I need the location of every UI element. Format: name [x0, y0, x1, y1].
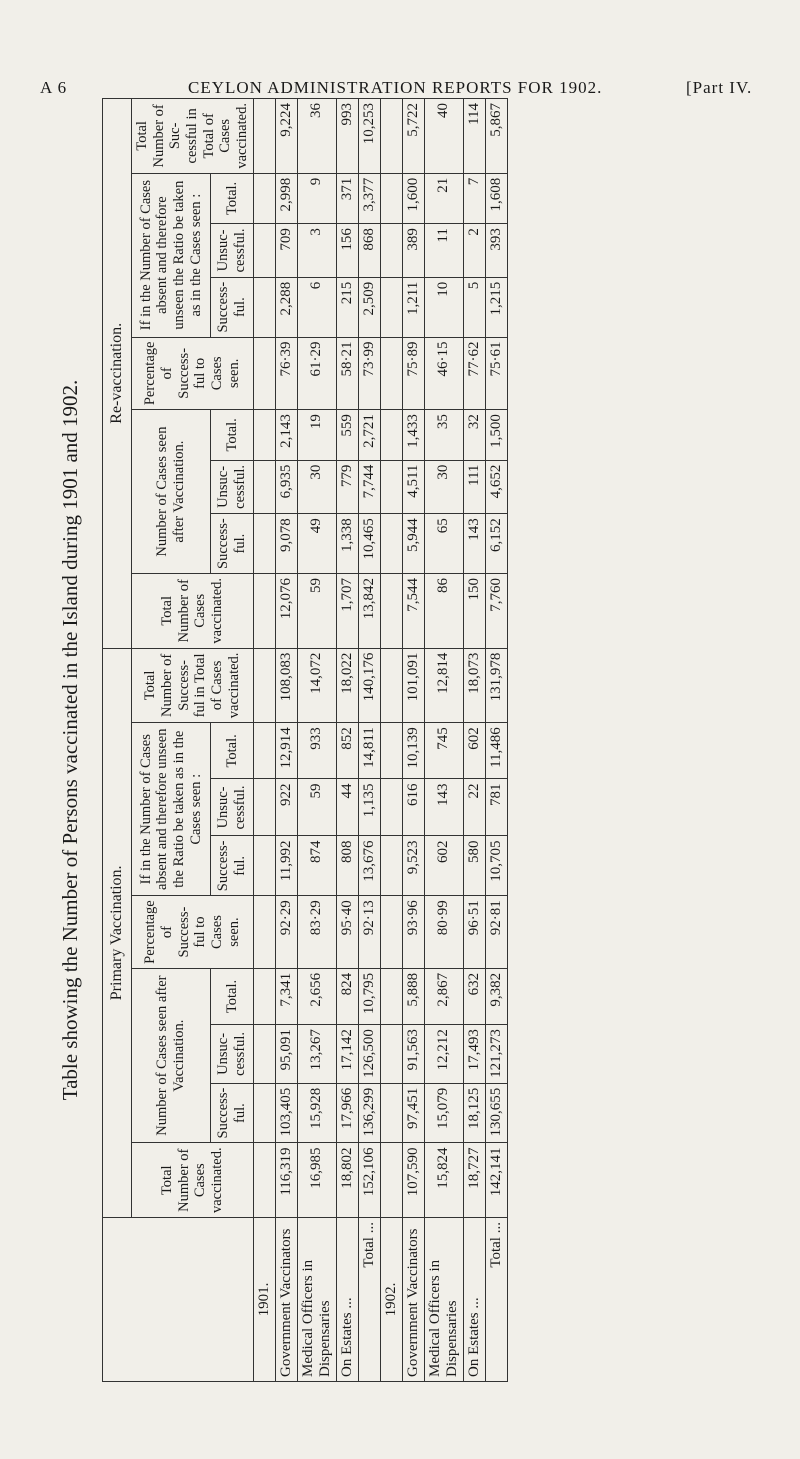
- col-if-unseen: If in the Number of Cases absent and therefore unseen the Ratio be taken as in the Cases seen :: [132, 723, 211, 896]
- empty-cell: [380, 968, 402, 1024]
- empty-cell: [253, 648, 275, 723]
- primary-cell: 136,299: [358, 1083, 380, 1143]
- primary-cell: 18,073: [463, 648, 485, 723]
- part-label: [Part IV.: [686, 78, 753, 97]
- empty-cell: [380, 573, 402, 648]
- primary-cell: 18,022: [336, 648, 358, 723]
- table-row: [402, 99, 424, 1382]
- revacc-cell: 13,842: [358, 573, 380, 648]
- revacc-cell: 77·62: [463, 337, 485, 410]
- col-total: Total.: [211, 173, 253, 223]
- revacc-cell: 32: [463, 410, 485, 460]
- primary-cell: 13,267: [297, 1025, 336, 1084]
- revacc-cell: 868: [358, 224, 380, 278]
- primary-cell: 18,802: [336, 1143, 358, 1218]
- revacc-cell: 30: [424, 460, 463, 514]
- primary-cell: 602: [424, 836, 463, 896]
- primary-cell: 103,405: [275, 1083, 297, 1143]
- primary-cell: 91,563: [402, 1025, 424, 1084]
- corner-cell: [103, 1218, 254, 1382]
- primary-cell: 745: [424, 723, 463, 779]
- revacc-cell: 49: [297, 514, 336, 574]
- primary-cell: 131,978: [485, 648, 507, 723]
- primary-cell: 92·81: [485, 896, 507, 969]
- empty-cell: [380, 337, 402, 410]
- row-label: Medical Officers in Dispensaries: [424, 1218, 463, 1382]
- revacc-cell: 4,652: [485, 460, 507, 514]
- revacc-cell: 7,544: [402, 573, 424, 648]
- revacc-cell: 1,338: [336, 514, 358, 574]
- primary-cell: 116,319: [275, 1143, 297, 1218]
- empty-cell: [253, 1083, 275, 1143]
- revacc-cell: 2,509: [358, 277, 380, 337]
- row-label: Medical Officers in Dispensaries: [297, 1218, 336, 1382]
- col-total: Total.: [211, 968, 253, 1024]
- vaccination-table: [102, 98, 508, 1382]
- primary-cell: 18,727: [463, 1143, 485, 1218]
- revacc-cell: 61·29: [297, 337, 336, 410]
- empty-cell: [380, 779, 402, 836]
- primary-cell: 97,451: [402, 1083, 424, 1143]
- empty-cell: [380, 173, 402, 223]
- col-total: Total.: [211, 723, 253, 779]
- empty-cell: [253, 968, 275, 1024]
- revacc-cell: 2,143: [275, 410, 297, 460]
- primary-cell: 101,091: [402, 648, 424, 723]
- primary-cell: 10,139: [402, 723, 424, 779]
- primary-cell: 1,135: [358, 779, 380, 836]
- primary-cell: 616: [402, 779, 424, 836]
- primary-cell: 12,212: [424, 1025, 463, 1084]
- empty-cell: [253, 1143, 275, 1218]
- primary-cell: 17,493: [463, 1025, 485, 1084]
- revacc-cell: 1,707: [336, 573, 358, 648]
- revacc-cell: 111: [463, 460, 485, 514]
- empty-cell: [253, 224, 275, 278]
- col-total-vaccinated: Total Number of Cases vaccinated.: [132, 1143, 254, 1218]
- primary-cell: 22: [463, 779, 485, 836]
- empty-cell: [253, 573, 275, 648]
- primary-cell: 12,914: [275, 723, 297, 779]
- primary-cell: 852: [336, 723, 358, 779]
- col-total-vaccinated: Total Number of Cases vaccinated.: [132, 573, 254, 648]
- col-total-successful: Total Number of Success-ful in Total of Cases vaccinated.: [132, 648, 254, 723]
- primary-cell: 10,795: [358, 968, 380, 1024]
- revacc-cell: 1,211: [402, 277, 424, 337]
- primary-cell: 59: [297, 779, 336, 836]
- revacc-cell: 2: [463, 224, 485, 278]
- row-label: On Estates ...: [336, 1218, 358, 1382]
- col-total-successful: Total Number of Suc-cessful in Total of Cases vaccinated.: [132, 99, 254, 174]
- primary-cell: 781: [485, 779, 507, 836]
- primary-cell: 17,966: [336, 1083, 358, 1143]
- primary-cell: 15,079: [424, 1083, 463, 1143]
- page-reference: A 6: [40, 78, 68, 97]
- rotated-table-block: [50, 78, 753, 1400]
- row-label: Government Vaccinators: [402, 1218, 424, 1382]
- empty-cell: [380, 836, 402, 896]
- revacc-cell: 35: [424, 410, 463, 460]
- empty-cell: [253, 896, 275, 969]
- revacc-cell: 5,944: [402, 514, 424, 574]
- revacc-cell: 9: [297, 173, 336, 223]
- table-row: [463, 99, 485, 1382]
- revacc-cell: 46·15: [424, 337, 463, 410]
- revacc-cell: 1,215: [485, 277, 507, 337]
- primary-cell: 142,141: [485, 1143, 507, 1218]
- col-successful: Success-ful.: [211, 1083, 253, 1143]
- primary-cell: 152,106: [358, 1143, 380, 1218]
- revacc-cell: 19: [297, 410, 336, 460]
- revacc-cell: 2,721: [358, 410, 380, 460]
- revacc-cell: 75·61: [485, 337, 507, 410]
- empty-cell: [253, 460, 275, 514]
- table-row: [275, 99, 297, 1382]
- table-row: [424, 99, 463, 1382]
- primary-cell: 874: [297, 836, 336, 896]
- primary-cell: 95,091: [275, 1025, 297, 1084]
- empty-cell: [380, 277, 402, 337]
- primary-cell: 17,142: [336, 1025, 358, 1084]
- empty-cell: [253, 410, 275, 460]
- year-row: [380, 99, 402, 1382]
- revacc-cell: 371: [336, 173, 358, 223]
- primary-cell: 16,985: [297, 1143, 336, 1218]
- table-body: [253, 99, 507, 1382]
- col-if-unseen: If in the Number of Cases absent and therefore unseen the Ratio be taken as in the Cases seen :: [132, 173, 211, 337]
- empty-cell: [253, 99, 275, 174]
- revacc-cell: 5,867: [485, 99, 507, 174]
- col-unsuccessful: Unsuc-cessful.: [211, 1025, 253, 1084]
- revacc-cell: 7: [463, 173, 485, 223]
- table-row: [336, 99, 358, 1382]
- empty-cell: [253, 337, 275, 410]
- col-number-seen: Number of Cases seen after Vaccination.: [132, 968, 211, 1143]
- revacc-cell: 2,998: [275, 173, 297, 223]
- empty-cell: [253, 1025, 275, 1084]
- year-label: 1902.: [380, 1218, 402, 1382]
- empty-cell: [380, 723, 402, 779]
- revacc-cell: 1,600: [402, 173, 424, 223]
- primary-cell: 9,523: [402, 836, 424, 896]
- empty-cell: [253, 514, 275, 574]
- revacc-cell: 6,935: [275, 460, 297, 514]
- empty-cell: [380, 99, 402, 174]
- primary-cell: 2,867: [424, 968, 463, 1024]
- primary-cell: 18,125: [463, 1083, 485, 1143]
- revacc-cell: 993: [336, 99, 358, 174]
- revacc-cell: 58·21: [336, 337, 358, 410]
- primary-cell: 130,655: [485, 1083, 507, 1143]
- revaccination-section-header: Re-vaccination.: [103, 99, 132, 649]
- revacc-cell: 2,288: [275, 277, 297, 337]
- primary-cell: 5,888: [402, 968, 424, 1024]
- revacc-cell: 76·39: [275, 337, 297, 410]
- revacc-cell: 5: [463, 277, 485, 337]
- row-label: Total ...: [358, 1218, 380, 1382]
- primary-cell: 121,273: [485, 1025, 507, 1084]
- revacc-cell: 6: [297, 277, 336, 337]
- col-percentage: Percentage of Success-ful to Cases seen.: [132, 337, 254, 410]
- primary-cell: 44: [336, 779, 358, 836]
- empty-cell: [380, 460, 402, 514]
- col-unsuccessful: Unsuc-cessful.: [211, 779, 253, 836]
- revacc-cell: 5,722: [402, 99, 424, 174]
- revacc-cell: 4,511: [402, 460, 424, 514]
- primary-cell: 632: [463, 968, 485, 1024]
- primary-cell: 933: [297, 723, 336, 779]
- revacc-cell: 30: [297, 460, 336, 514]
- col-number-seen: Number of Cases seen after Vaccination.: [132, 410, 211, 574]
- empty-cell: [253, 277, 275, 337]
- revacc-cell: 7,744: [358, 460, 380, 514]
- primary-cell: 108,083: [275, 648, 297, 723]
- empty-cell: [253, 723, 275, 779]
- revacc-cell: 7,760: [485, 573, 507, 648]
- primary-section-header: Primary Vaccination.: [103, 648, 132, 1217]
- empty-cell: [253, 173, 275, 223]
- primary-cell: 15,824: [424, 1143, 463, 1218]
- revacc-cell: 156: [336, 224, 358, 278]
- col-unsuccessful: Unsuc-cessful.: [211, 224, 253, 278]
- revacc-cell: 10,465: [358, 514, 380, 574]
- revacc-cell: 709: [275, 224, 297, 278]
- empty-cell: [380, 514, 402, 574]
- primary-cell: 580: [463, 836, 485, 896]
- primary-cell: 922: [275, 779, 297, 836]
- primary-cell: 92·13: [358, 896, 380, 969]
- running-title: CEYLON ADMINISTRATION REPORTS FOR 1902.: [188, 78, 603, 97]
- revacc-cell: 1,608: [485, 173, 507, 223]
- revacc-cell: 9,078: [275, 514, 297, 574]
- year-label: 1901.: [253, 1218, 275, 1382]
- table-row: [297, 99, 336, 1382]
- revacc-cell: 6,152: [485, 514, 507, 574]
- empty-cell: [380, 410, 402, 460]
- revacc-cell: 779: [336, 460, 358, 514]
- row-label: Total ...: [485, 1218, 507, 1382]
- revacc-cell: 1,433: [402, 410, 424, 460]
- primary-cell: 83·29: [297, 896, 336, 969]
- primary-cell: 11,992: [275, 836, 297, 896]
- primary-cell: 93·96: [402, 896, 424, 969]
- primary-cell: 15,928: [297, 1083, 336, 1143]
- revacc-cell: 143: [463, 514, 485, 574]
- revacc-cell: 1,500: [485, 410, 507, 460]
- revacc-cell: 21: [424, 173, 463, 223]
- row-label: Government Vaccinators: [275, 1218, 297, 1382]
- revacc-cell: 86: [424, 573, 463, 648]
- primary-cell: 2,656: [297, 968, 336, 1024]
- col-successful: Success-ful.: [211, 514, 253, 574]
- primary-cell: 107,590: [402, 1143, 424, 1218]
- primary-cell: 140,176: [358, 648, 380, 723]
- revacc-cell: 10: [424, 277, 463, 337]
- empty-cell: [253, 836, 275, 896]
- col-successful: Success-ful.: [211, 836, 253, 896]
- primary-cell: 12,814: [424, 648, 463, 723]
- primary-cell: 95·40: [336, 896, 358, 969]
- col-total: Total.: [211, 410, 253, 460]
- revacc-cell: 393: [485, 224, 507, 278]
- primary-cell: 96·51: [463, 896, 485, 969]
- empty-cell: [380, 1025, 402, 1084]
- revacc-cell: 65: [424, 514, 463, 574]
- revacc-cell: 3: [297, 224, 336, 278]
- primary-cell: 13,676: [358, 836, 380, 896]
- revacc-cell: 73·99: [358, 337, 380, 410]
- revacc-cell: 9,224: [275, 99, 297, 174]
- col-percentage: Percentage of Success-ful to Cases seen.: [132, 896, 254, 969]
- primary-cell: 602: [463, 723, 485, 779]
- revacc-cell: 150: [463, 573, 485, 648]
- primary-cell: 10,705: [485, 836, 507, 896]
- revacc-cell: 59: [297, 573, 336, 648]
- revacc-cell: 75·89: [402, 337, 424, 410]
- table-title: Table showing the Number of Persons vaccinated in the Island during 1901 and 1902.: [58, 379, 82, 1101]
- revacc-cell: 559: [336, 410, 358, 460]
- primary-cell: 11,486: [485, 723, 507, 779]
- revacc-cell: 12,076: [275, 573, 297, 648]
- total-row: [485, 99, 507, 1382]
- total-row: [358, 99, 380, 1382]
- primary-cell: 9,382: [485, 968, 507, 1024]
- primary-cell: 7,341: [275, 968, 297, 1024]
- revacc-cell: 114: [463, 99, 485, 174]
- revacc-cell: 215: [336, 277, 358, 337]
- revacc-cell: 40: [424, 99, 463, 174]
- empty-cell: [380, 224, 402, 278]
- primary-cell: 143: [424, 779, 463, 836]
- col-successful: Success-ful.: [211, 277, 253, 337]
- primary-cell: 14,072: [297, 648, 336, 723]
- revacc-cell: 10,253: [358, 99, 380, 174]
- primary-cell: 80·99: [424, 896, 463, 969]
- empty-cell: [380, 1083, 402, 1143]
- revacc-cell: 389: [402, 224, 424, 278]
- year-row: [253, 99, 275, 1382]
- row-label: On Estates ...: [463, 1218, 485, 1382]
- revacc-cell: 3,377: [358, 173, 380, 223]
- col-unsuccessful: Unsuc-cessful.: [211, 460, 253, 514]
- primary-cell: 808: [336, 836, 358, 896]
- empty-cell: [253, 779, 275, 836]
- primary-cell: 126,500: [358, 1025, 380, 1084]
- empty-cell: [380, 1143, 402, 1218]
- primary-cell: 92·29: [275, 896, 297, 969]
- revacc-cell: 11: [424, 224, 463, 278]
- empty-cell: [380, 896, 402, 969]
- empty-cell: [380, 648, 402, 723]
- primary-cell: 14,811: [358, 723, 380, 779]
- primary-cell: 824: [336, 968, 358, 1024]
- revacc-cell: 36: [297, 99, 336, 174]
